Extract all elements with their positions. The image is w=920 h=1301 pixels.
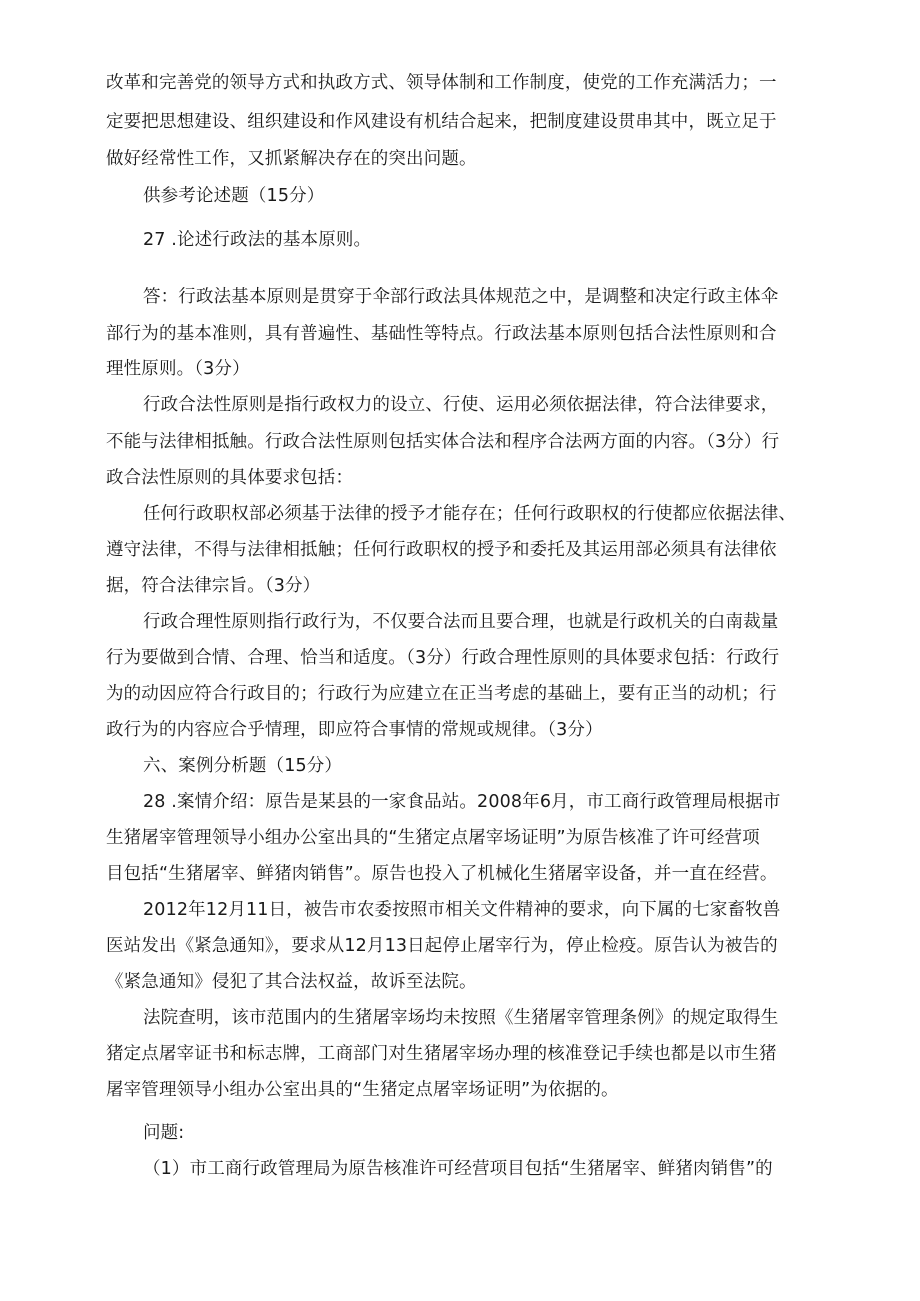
question-27-heading: 27 .论述行政法的基本原则。	[143, 230, 372, 250]
essay-section-heading: 供参考论述题（15分）	[143, 186, 325, 206]
text-line: 法院查明，该市范围内的生猪屠宰场均未按照《生猪屠宰管理条例》的规定取得生	[143, 1008, 779, 1028]
text-line: 答：行政法基本原则是贯穿于伞部行政法具体规范之中，是调整和决定行政主体伞	[143, 287, 779, 307]
text-line: 医站发出《紧急通知》，要求从12月13日起停止屠宰行为，停止检疫。原告认为被告的	[106, 936, 778, 956]
text-line: 部行为的基本准则，具有普遍性、基础性等特点。行政法基本原则包括合法性原则和合	[106, 324, 777, 344]
text-line: 改革和完善党的领导方式和执政方式、领导体制和工作制度，使党的工作充满活力；一	[106, 73, 777, 93]
text-line: 定要把思想建设、组织建设和作风建设有机结合起来，把制度建设贯串其中，既立足于	[106, 112, 777, 132]
text-line: 行政合理性原则指行政行为，不仅要合法而且要合理，也就是行政机关的白南裁量	[143, 612, 779, 632]
text-line: 任何行政职权部必须基于法律的授予才能存在；任何行政职权的行使都应依据法律、	[143, 504, 797, 524]
text-line: 行政合法性原则是指行政权力的设立、行使、运用必须依据法律，符合法律要求，	[143, 395, 779, 415]
text-line: 《紧急通知》侵犯了其合法权益，故诉至法院。	[106, 972, 477, 992]
text-line: 不能与法律相抵触。行政合法性原则包括实体合法和程序合法两方面的内容。（3分）行	[106, 432, 780, 452]
text-line: 目包括“生猪屠宰、鲜猪肉销售”。原告也投入了机械化生猪屠宰设备，并一直在经营。	[106, 864, 778, 884]
text-line: 据，符合法律宗旨。（3分）	[106, 576, 321, 596]
text-line: 2012年12月11日，被告市农委按照市相关文件精神的要求，向下属的七家畜牧兽	[143, 900, 781, 920]
text-line: 政合法性原则的具体要求包括：	[106, 468, 354, 488]
text-line: 做好经常性工作，又抓紧解决存在的突出问题。	[106, 149, 477, 169]
text-line: 政行为的内容应合乎情理，即应符合事情的常规或规律。（3分）	[106, 720, 603, 740]
text-line: 为的动因应符合行政目的；行政行为应建立在正当考虑的基础上，要有正当的动机；行	[106, 684, 777, 704]
case-section-heading: 六、案例分析题（15分）	[143, 756, 343, 776]
questions-heading: 问题:	[143, 1123, 185, 1143]
text-line: 28 .案情介绍：原告是某县的一家食品站。2008年6月，市工商行政管理局根据市	[143, 792, 781, 812]
text-line: 遵守法律，不得与法律相抵触；任何行政职权的授予和委托及其运用部必须具有法律依	[106, 540, 777, 560]
text-line: 猪定点屠宰证书和标志牌，工商部门对生猪屠宰场办理的核准登记手续也都是以市生猪	[106, 1044, 777, 1064]
text-line: 生猪屠宰管理领导小组办公室出具的“生猪定点屠宰场证明”为原告核准了许可经营项	[106, 828, 760, 848]
text-line: 行为要做到合情、合理、恰当和适度。（3分）行政合理性原则的具体要求包括：行政行	[106, 648, 780, 668]
question-1-text: （1）市工商行政管理局为原告核准许可经营项目包括“生猪屠宰、鲜猪肉销售”的	[143, 1159, 773, 1179]
text-line: 屠宰管理领导小组办公室出具的“生猪定点屠宰场证明”为依据的。	[106, 1080, 619, 1100]
text-line: 理性原则。（3分）	[106, 359, 250, 379]
